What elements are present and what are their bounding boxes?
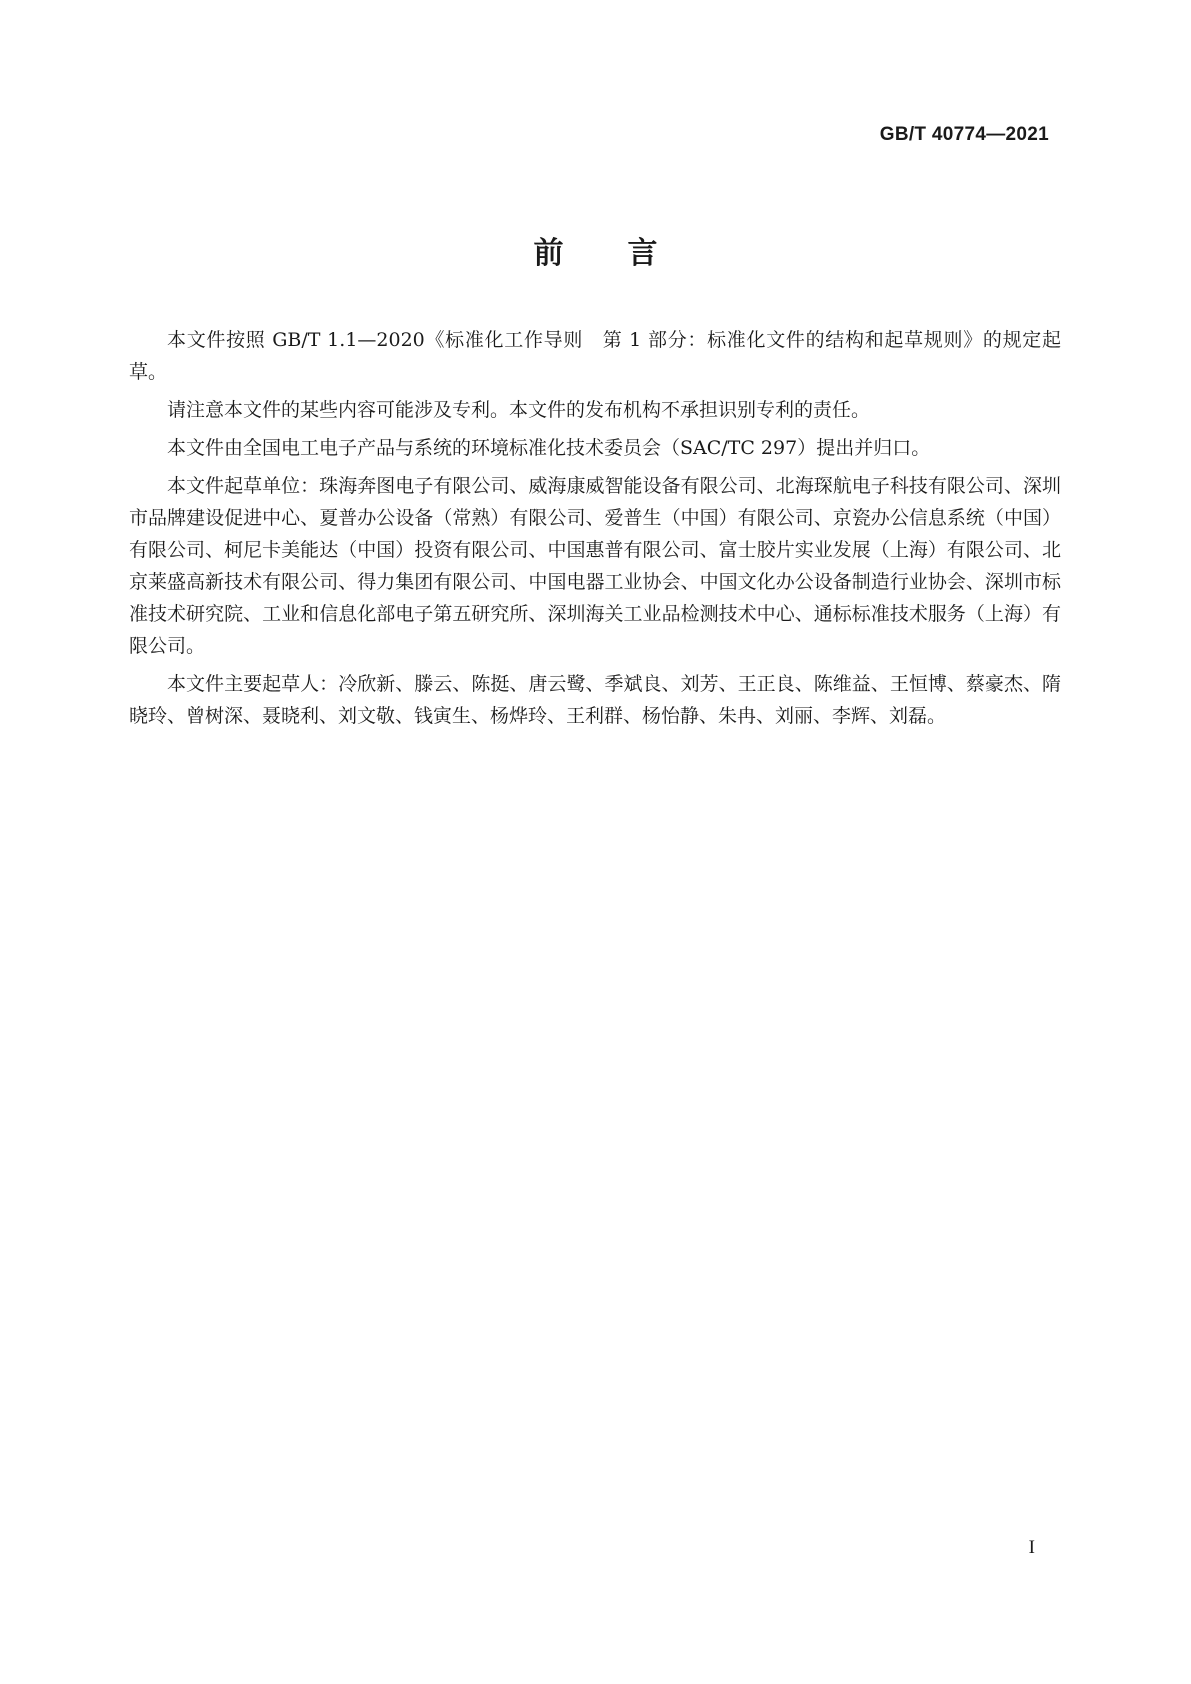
document-code: GB/T 40774—2021 [879, 124, 1049, 145]
paragraph-patent-notice: 请注意本文件的某些内容可能涉及专利。本文件的发布机构不承担识别专利的责任。 [167, 399, 871, 421]
paragraph-proposer: 本文件由全国电工电子产品与系统的环境标准化技术委员会（SAC/TC 297）提出并归口。 [167, 437, 931, 459]
page-title: 前言 [533, 236, 722, 271]
page-number: I [1028, 1537, 1035, 1558]
paragraph-drafting-organizations: 本文件起草单位：珠海奔图电子有限公司、威海康威智能设备有限公司、北海琛航电子科技有限公司、深圳市品牌建设促进中心、夏普办公设备（常熟）有限公司、爱普生（中国）有限公司、京瓷办公信息系统（中国）有限公司、柯尼卡美能达（中国）投资有限公司、中国惠普有限公司、富士胶片实业发展（上海）有限公司、北京莱盛高新技术有限公司、得力集团有限公司、中国电器工业协会、中国文化办公设备制造行业协会、深圳市标准技术研究院、工业和信息化部电子第五研究所、深圳海关工业品检测技术中心、通标标准技术服务（上海）有限公司。 [129, 475, 1061, 657]
paragraph-drafting-rules: 本文件按照 GB/T 1.1—2020《标准化工作导则 第 1 部分：标准化文件的结构和起草规则》的规定起草。 [129, 329, 1061, 383]
paragraph-drafters: 本文件主要起草人：冷欣新、滕云、陈挺、唐云鹭、季斌良、刘芳、王正良、陈维益、王恒博、蔡豪杰、隋晓玲、曾树深、聂晓利、刘文敬、钱寅生、杨烨玲、王利群、杨怡静、朱冉、刘丽、李辉、刘磊。 [129, 673, 1061, 727]
preface-body [129, 324, 1061, 738]
